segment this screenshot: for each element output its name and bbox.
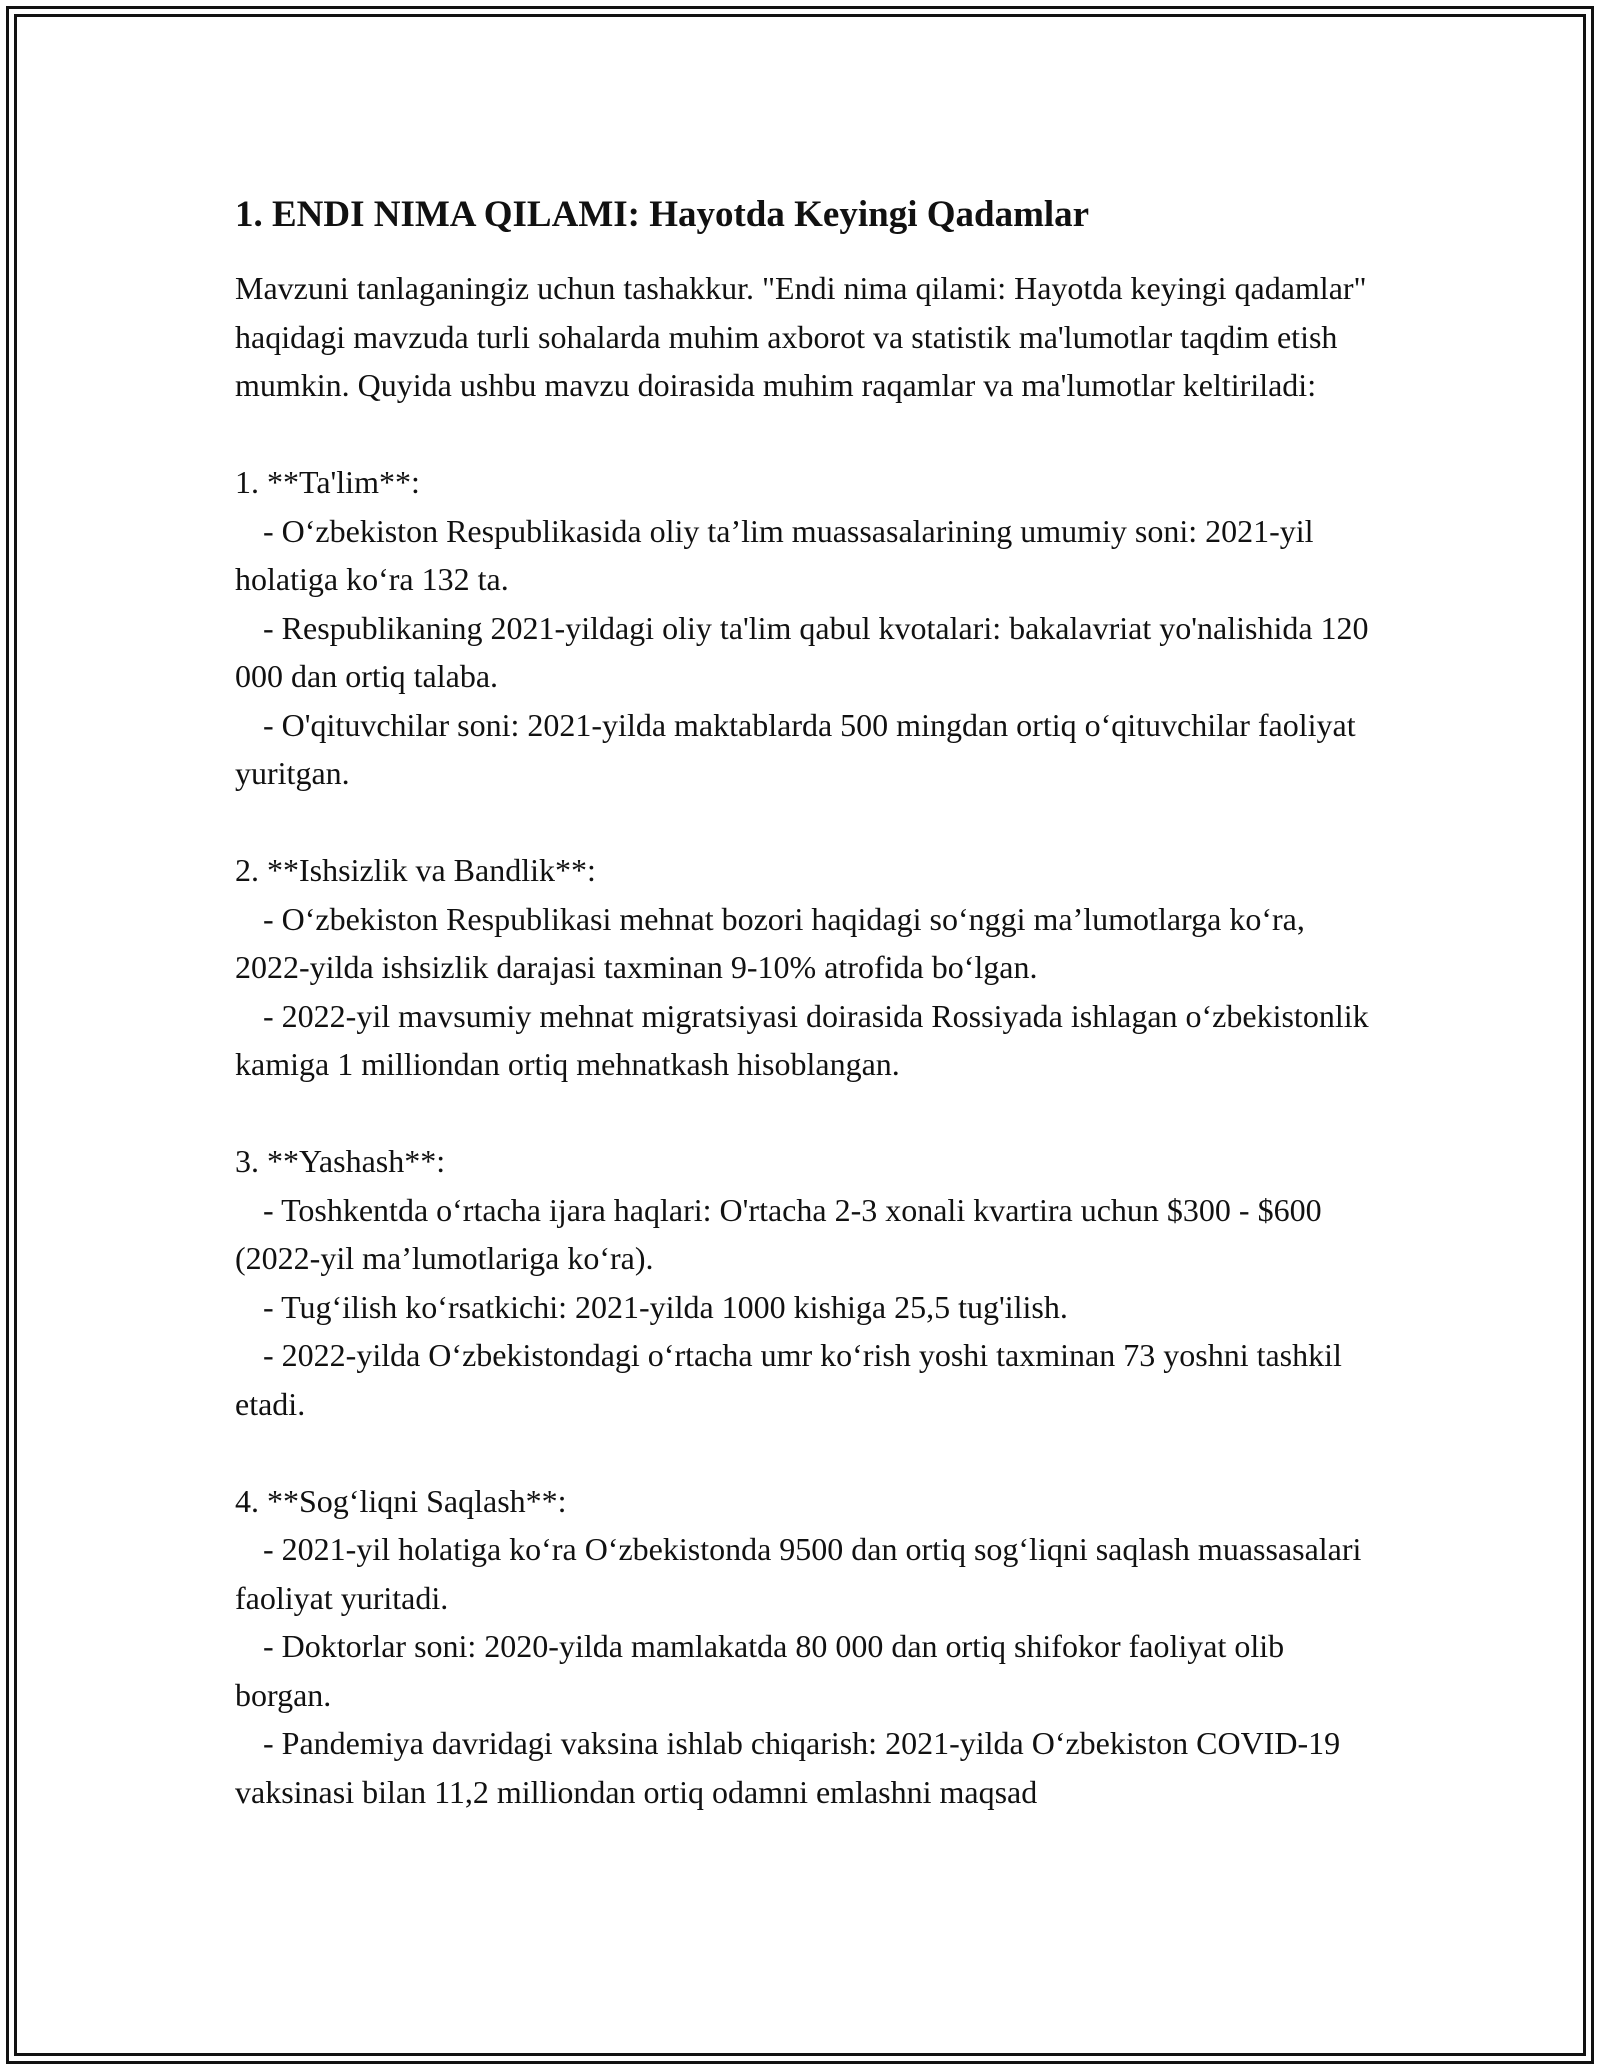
section-heading: 3. **Yashash**: xyxy=(235,1143,446,1179)
list-item: - Tug‘ilish ko‘rsatkichi: 2021-yilda 1000 kishiga 25,5 tug'ilish. xyxy=(235,1283,1385,1332)
section-sogliqni-saqlash xyxy=(235,1477,1385,1817)
list-item: - 2021-yil holatiga ko‘ra O‘zbekistonda 9500 dan ortiq sog‘liqni saqlash muassasalari faoliyat yuritadi. xyxy=(235,1525,1385,1622)
list-item: - Toshkentda o‘rtacha ijara haqlari: O'rtacha 2-3 xonali kvartira uchun $300 - $600 (2022-yil ma’lumotlariga ko‘ra). xyxy=(235,1186,1385,1283)
section-talim xyxy=(235,458,1385,798)
document-title: 1. ENDI NIMA QILAMI: Hayotda Keyingi Qadamlar xyxy=(235,194,1090,235)
list-item: - O‘zbekiston Respublikasi mehnat bozori haqidagi so‘nggi ma’lumotlarga ko‘ra, 2022-yilda ishsizlik darajasi taxminan 9-10% atrofida bo‘lgan. xyxy=(235,895,1385,992)
list-item: - 2022-yilda O‘zbekistondagi o‘rtacha umr ko‘rish yoshi taxminan 73 yoshni tashkil etadi. xyxy=(235,1331,1385,1428)
section-ishsizlik-bandlik xyxy=(235,846,1385,1089)
list-item: - Pandemiya davridagi vaksina ishlab chiqarish: 2021-yilda O‘zbekiston COVID-19 vaksinasi bilan 11,2 milliondan ortiq odamni emlashni maqsad xyxy=(235,1719,1385,1816)
section-heading: 2. **Ishsizlik va Bandlik**: xyxy=(235,852,596,888)
list-item: - O‘zbekiston Respublikasida oliy ta’lim muassasalarining umumiy soni: 2021-yil holatiga ko‘ra 132 ta. xyxy=(235,507,1385,604)
list-item: - O'qituvchilar soni: 2021-yilda maktablarda 500 mingdan ortiq o‘qituvchilar faoliyat yuritgan. xyxy=(235,701,1385,798)
document-body xyxy=(235,186,1385,1816)
list-item: - Doktorlar soni: 2020-yilda mamlakatda 80 000 dan ortiq shifokor faoliyat olib borgan. xyxy=(235,1622,1385,1719)
intro-paragraph: Mavzuni tanlaganingiz uchun tashakkur. "Endi nima qilami: Hayotda keyingi qadamlar" haqidagi mavzuda turli sohalarda muhim axborot va statistik ma'lumotlar taqdim etish mumkin. Quyida ushbu mavzu doirasida muhim raqamlar va ma'lumotlar keltiriladi: xyxy=(235,270,1367,403)
list-item: - Respublikaning 2021-yildagi oliy ta'lim qabul kvotalari: bakalavriat yo'nalishida 120 000 dan ortiq talaba. xyxy=(235,604,1385,701)
section-heading: 1. **Ta'lim**: xyxy=(235,464,420,500)
section-heading: 4. **Sog‘liqni Saqlash**: xyxy=(235,1482,567,1519)
section-yashash xyxy=(235,1137,1385,1428)
list-item: - 2022-yil mavsumiy mehnat migratsiyasi doirasida Rossiyada ishlagan o‘zbekistonlik kamiga 1 milliondan ortiq mehnatkash hisoblangan. xyxy=(235,992,1385,1089)
